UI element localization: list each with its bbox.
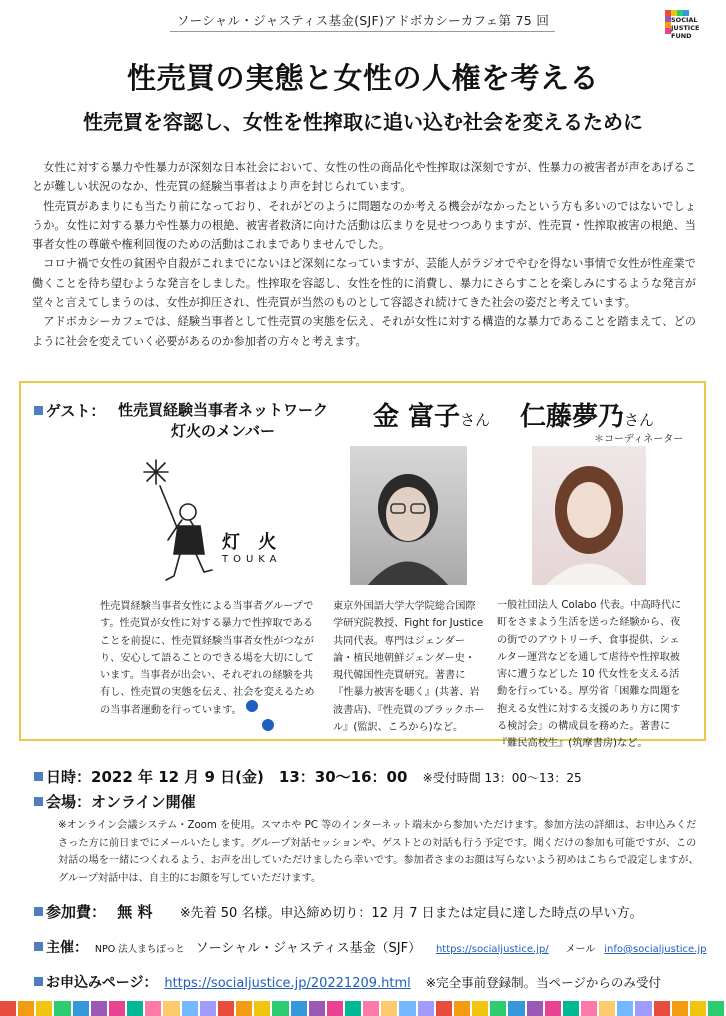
- photo-kim: [350, 446, 467, 585]
- stripe-segment: [0, 1001, 16, 1016]
- touka-bio: 性売買経験当事者女性による当事者グループです。性売買が女性に対する暴力で性搾取であることを前提に、性売買経験当事者女性がつながり、安心して語ることのできる場を大切にしています。当事者が出会い、それぞれの経験を共有し、性売買の実態を伝え、社会を変えるための当事者運動を行っています。: [100, 601, 315, 716]
- stripe-segment: [418, 1001, 434, 1016]
- stripe-segment: [490, 1001, 506, 1016]
- intro-paragraph: アドボカシーカフェでは、経験当事者として性売買の実態を伝え、それが女性に対する構造的な暴力であることを踏まえて、どのように社会を変えていく必要があるのか参加者の方々と考えます。: [32, 315, 696, 348]
- stripe-segment: [54, 1001, 70, 1016]
- stripe-segment: [363, 1001, 379, 1016]
- online-note: ※オンライン会議システム・Zoom を使用。スマホや PC 等のインターネット端末から参加いただけます。参加方法の詳細は、お申込みくださった方に前日までにメールいたします。グループ対話セッションや、ゲストとの対話も行う予定です。聞くだけの参加も可能ですが、この対話の場を一緒につくれるよう、お声を出していただけましたら幸いです。参加者さまのお顔は写らないよう初めはこちらで設定しますが、グループ対話中は、自主的にお顔を写していただけます。: [58, 820, 699, 884]
- stripe-segment: [399, 1001, 415, 1016]
- stripe-segment: [635, 1001, 651, 1016]
- reception-time: ※受付時間 13：00〜13：25: [422, 771, 582, 785]
- stripe-segment: [545, 1001, 561, 1016]
- photo-nito: [532, 446, 646, 585]
- stripe-segment: [309, 1001, 325, 1016]
- square-bullet-icon: [34, 772, 43, 781]
- stripe-segment: [272, 1001, 288, 1016]
- guest-name-kim: 金 富子さん: [373, 402, 491, 432]
- square-bullet-icon: [34, 977, 43, 986]
- nito-bio: 一般社団法人 Colabo 代表。中高時代に町をさまよう生活を送った経験から、夜の街でのアウトリーチ、食事提供、シェルター運営などを通して虐待や性搾取被害に遭うなどした 10 代女性を支える活動を行っている。厚労省「困難な問題を抱える女性に対する支援のあり方に関する検討会」の構成員を務めた。著書に『難民高校生』(筑摩書房)など。: [497, 600, 682, 750]
- rainbow-stripe: [0, 1001, 726, 1016]
- stripe-segment: [599, 1001, 615, 1016]
- stripe-segment: [563, 1001, 579, 1016]
- stripe-segment: [254, 1001, 270, 1016]
- header-divider: [170, 31, 555, 32]
- cursor-dot-icon: [262, 719, 274, 731]
- stripe-segment: [436, 1001, 452, 1016]
- guest-org-name: 性売買経験当事者ネットワーク 灯火のメンバー: [117, 401, 328, 440]
- square-bullet-icon: [34, 797, 43, 806]
- event-host: 主催： NPO 法人まちぽっと ソーシャル・ジャスティス基金（SJF） https://socialjustice.jp/ メール info@socialjustice.jp: [34, 937, 706, 957]
- intro-paragraph: コロナ禍で女性の貧困や自殺がこれまでにないほど深刻になっていますが、芸能人がラジオでやむを得ない事情で女性が性産業で働くことを待ち望むような発言をしました。性搾取を容認し、女性を性的に消費し、暴力にさらすことを楽しみにするような発言が堂々と言えてしまうのは、女性が抑圧され、性売買が当然のものとして容認され続けてきた社会の姿だと考えています。: [32, 257, 696, 310]
- guest-label: ゲスト：: [34, 400, 105, 421]
- stripe-segment: [672, 1001, 688, 1016]
- sjf-logo: [665, 10, 709, 54]
- logo-line-3: FUND: [671, 32, 692, 40]
- touka-logo: [130, 450, 310, 590]
- intro-paragraph: 性売買があまりにも当たり前になっており、それがどのように問題なのか考える機会がなかったという方も多いのではないでしょうか。女性に対する暴力や性暴力の根絶、被害者救済に向けた活動は広まりを見せつつありますが、性売買・性搾取被害の根絶、当事者女性の尊厳や権利回復のための活動はこれまでありませんでした。: [32, 199, 696, 252]
- mail-link[interactable]: info@socialjustice.jp: [604, 944, 707, 955]
- stripe-segment: [163, 1001, 179, 1016]
- stripe-segment: [327, 1001, 343, 1016]
- apply-url-link[interactable]: https://socialjustice.jp/20221209.html: [164, 976, 411, 991]
- stripe-segment: [36, 1001, 52, 1016]
- logo-line-2: JUSTICE: [671, 24, 700, 32]
- event-fee: 参加費： 無 料 ※先着 50 名様。申込締め切り：12 月 7 日または定員に達した時点の早い方。: [34, 901, 643, 922]
- stripe-segment: [182, 1001, 198, 1016]
- apply-note: ※完全事前登録制。当ページからのみ受付: [425, 975, 661, 990]
- stripe-segment: [381, 1001, 397, 1016]
- intro-paragraph: 女性に対する暴力や性暴力が深刻な日本社会において、女性の性の商品化や性搾取は深刻ですが、性暴力の被害者が声をあげることが難しい状況のなか、性売買の経験当事者はより声を封じられています。: [32, 161, 696, 194]
- cursor-dot-icon: [246, 700, 258, 712]
- touka-logo-roman: TOUKA: [222, 554, 282, 565]
- stripe-segment: [145, 1001, 161, 1016]
- stripe-segment: [454, 1001, 470, 1016]
- stripe-segment: [91, 1001, 107, 1016]
- event-venue: 会場：オンライン開催: [34, 791, 196, 812]
- coordinator-note: ＊コーディネーター: [594, 434, 684, 445]
- stripe-segment: [345, 1001, 361, 1016]
- page-title: 性売買の実態と女性の人権を考える: [126, 61, 599, 95]
- touka-illustration-icon: [130, 450, 310, 590]
- stripe-segment: [617, 1001, 633, 1016]
- guest-name-nito: 仁藤夢乃さん: [520, 402, 655, 432]
- kim-bio: 東京外国語大学大学院総合国際学研究院教授、Fight for Justice 共同代表。専門はジェンダー論・植民地朝鮮ジェンダー史・現代韓国性売買研究。著書に『性暴力被害を聴く』(共著、岩波書店)、『性売買のブラックホール』(監訳、ころから)など。: [333, 601, 485, 734]
- stripe-segment: [218, 1001, 234, 1016]
- page-subtitle: 性売買を容認し、女性を性搾取に追い込む社会を変えるために: [83, 110, 643, 134]
- apply-page: お申込みページ： https://socialjustice.jp/20221209.html ※完全事前登録制。当ページからのみ受付: [34, 972, 661, 992]
- stripe-segment: [508, 1001, 524, 1016]
- stripe-segment: [109, 1001, 125, 1016]
- stripe-segment: [291, 1001, 307, 1016]
- square-bullet-icon: [34, 907, 43, 916]
- intro-text: [32, 158, 696, 351]
- stripe-segment: [581, 1001, 597, 1016]
- stripe-segment: [690, 1001, 706, 1016]
- stripe-segment: [654, 1001, 670, 1016]
- event-date: 日時：2022 年 12 月 9 日(金) 13：30〜16：00 ※受付時間 13：00〜13：25: [34, 766, 582, 787]
- stripe-segment: [527, 1001, 543, 1016]
- stripe-segment: [127, 1001, 143, 1016]
- series-header: ソーシャル・ジャスティス基金(SJF)アドボカシーカフェ第 75 回: [176, 13, 550, 28]
- stripe-segment: [73, 1001, 89, 1016]
- stripe-segment: [200, 1001, 216, 1016]
- square-bullet-icon: [34, 942, 43, 951]
- square-bullet-icon: [34, 406, 43, 415]
- stripe-segment: [708, 1001, 724, 1016]
- host-url-link[interactable]: https://socialjustice.jp/: [435, 944, 549, 955]
- touka-logo-kanji: 灯 火: [222, 532, 283, 553]
- stripe-segment: [236, 1001, 252, 1016]
- logo-line-1: SOCIAL: [671, 16, 698, 24]
- fee-note: ※先着 50 名様。申込締め切り：12 月 7 日または定員に達した時点の早い方。: [179, 906, 643, 921]
- stripe-segment: [472, 1001, 488, 1016]
- stripe-segment: [18, 1001, 34, 1016]
